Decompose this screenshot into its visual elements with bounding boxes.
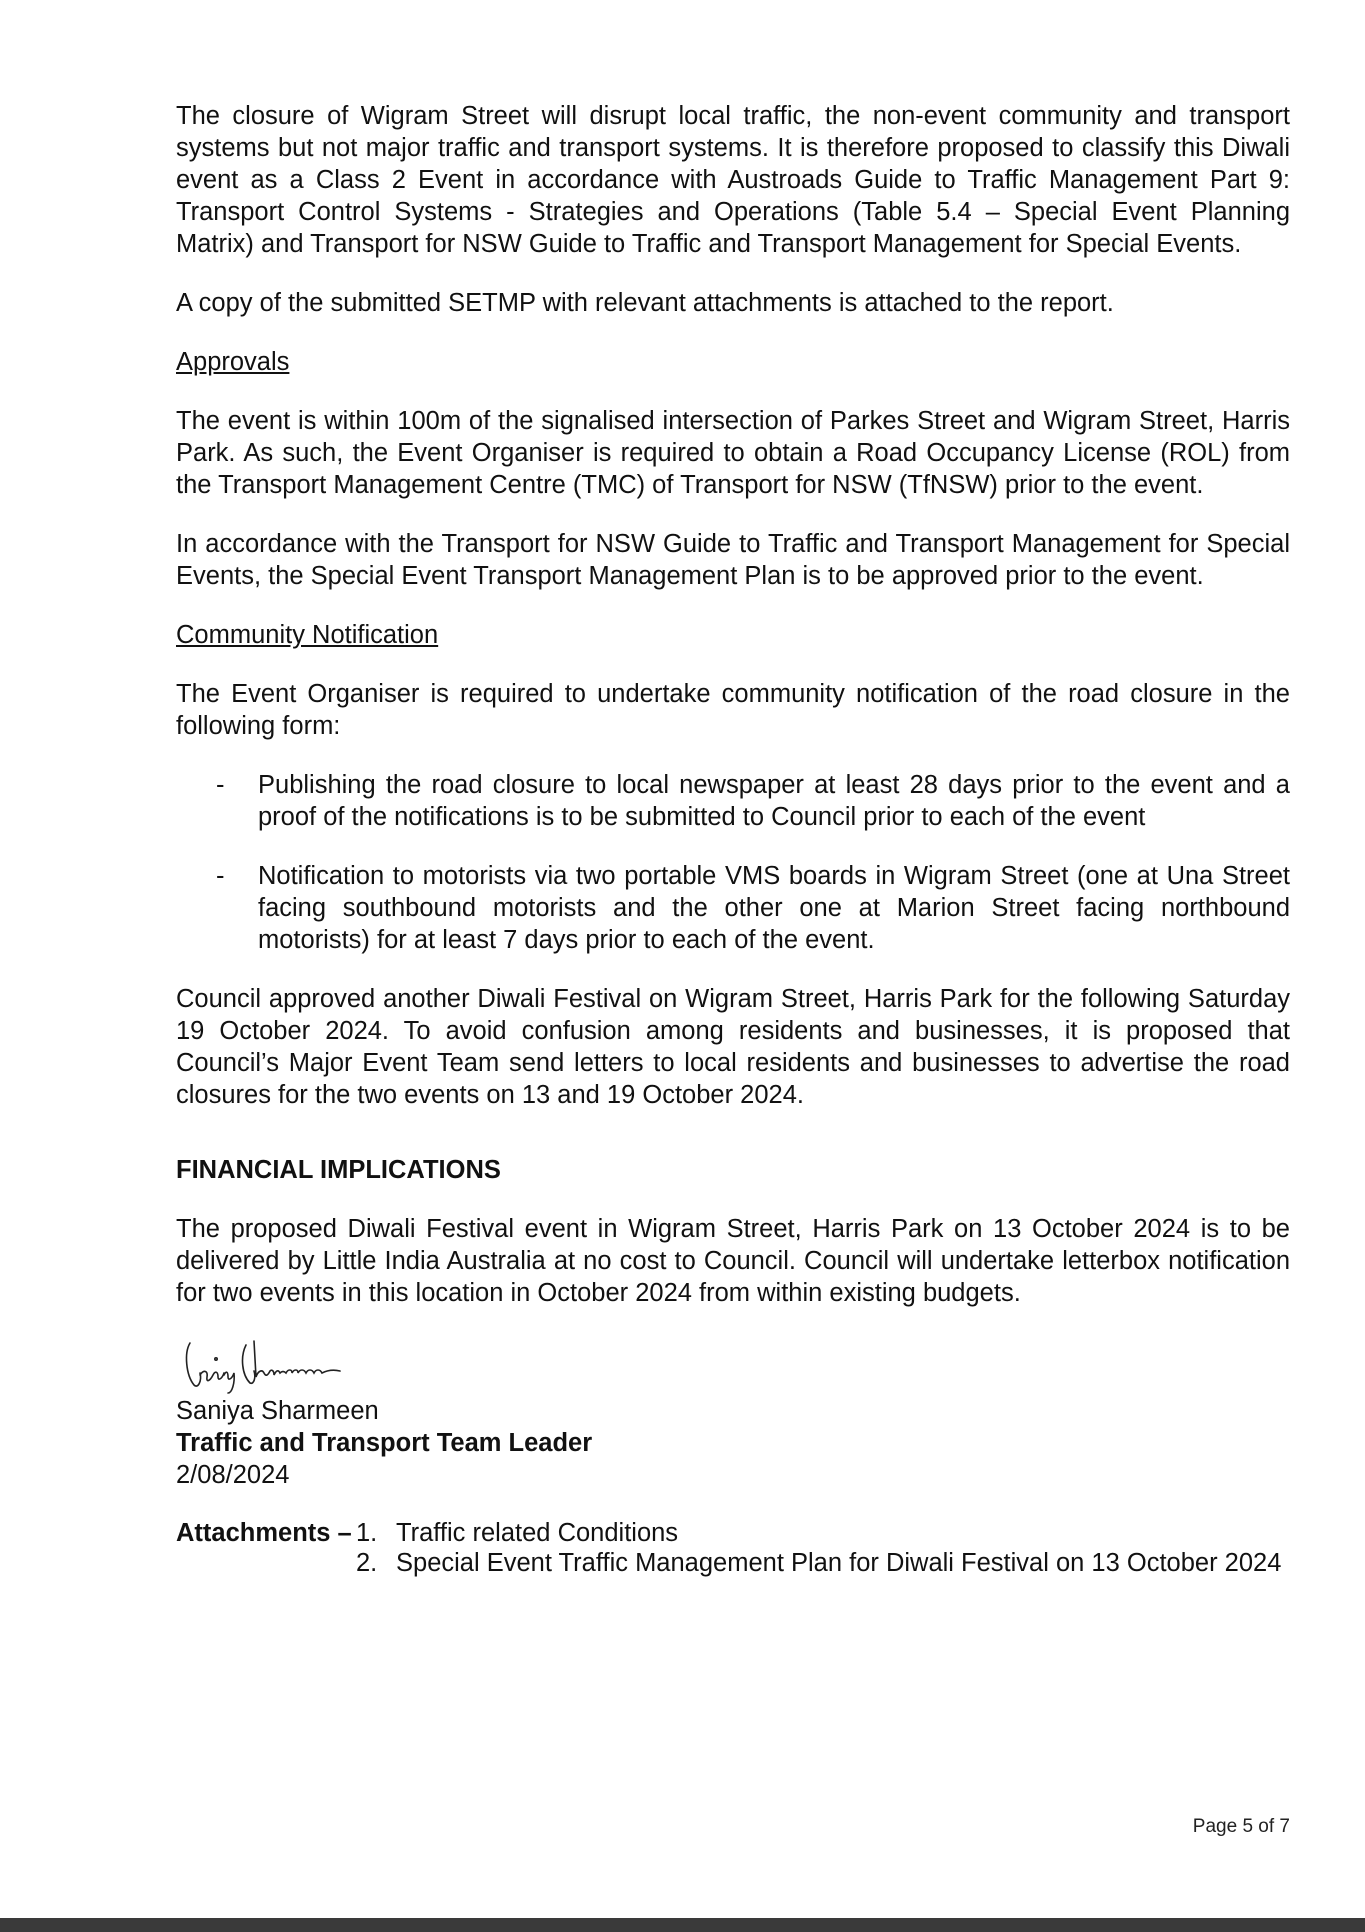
page-number: Page 5 of 7 xyxy=(1192,1816,1290,1837)
closure-paragraph: The closure of Wigram Street will disrupt local traffic, the non-event community and transport systems but not major traffic and transport systems. It is therefore proposed to classify this Diwali event as a Class 2 Event in accordance with Austroads Guide to Traffic Management Part 9: Transport Control Systems - Strategies and Operations (Table 5.4 – Special Event Planning Matrix) and Transport for NSW Guide to Traffic and Transport Management for Special Events. xyxy=(176,102,1290,258)
approvals-paragraph-1: The event is within 100m of the signalised intersection of Parkes Street and Wigram Street, Harris Park. As such, the Event Organiser is required to obtain a Road Occupancy License (ROL) from the Transport Management Centre (TMC) of Transport for NSW (TfNSW) prior to the event. xyxy=(176,407,1290,499)
attachment-row xyxy=(176,1518,1290,1548)
signature-date: 2/08/2024 xyxy=(176,1461,290,1489)
approvals-paragraph-2: In accordance with the Transport for NSW Guide to Traffic and Transport Management for Special Events, the Special Event Transport Management Plan is to be approved prior to the event. xyxy=(176,530,1290,590)
attachment-number: 1. xyxy=(356,1519,378,1547)
list-item-text: Publishing the road closure to local newspaper at least 28 days prior to the event and a proof of the notifications is to be submitted to Council prior to each of the event xyxy=(258,771,1290,831)
list-item xyxy=(176,769,1290,833)
bullet-dash: - xyxy=(216,862,225,890)
attachment-title: Special Event Traffic Management Plan for Diwali Festival on 13 October 2024 xyxy=(396,1549,1282,1577)
list-item xyxy=(176,860,1290,956)
bullet-dash: - xyxy=(216,771,225,799)
document-page xyxy=(176,100,1290,1578)
financial-paragraph: The proposed Diwali Festival event in Wigram Street, Harris Park on 13 October 2024 is to be delivered by Little India Australia at no cost to Council. Council will undertake letterbox notification for two events in this location in October 2024 from within existing budgets. xyxy=(176,1215,1290,1307)
copy-paragraph: A copy of the submitted SETMP with relevant attachments is attached to the report. xyxy=(176,289,1114,317)
attachment-number: 2. xyxy=(356,1549,378,1577)
attachments-label: Attachments – xyxy=(176,1519,352,1547)
attachment-row xyxy=(176,1548,1290,1578)
attachment-title: Traffic related Conditions xyxy=(396,1519,679,1547)
bottom-edge-bar xyxy=(0,1918,1365,1932)
notification-list xyxy=(176,769,1290,956)
signatory-name: Saniya Sharmeen xyxy=(176,1397,379,1425)
approvals-heading: Approvals xyxy=(176,348,290,376)
list-item-text: Notification to motorists via two portable VMS boards in Wigram Street (one at Una Street facing southbound motorists and the other one at Marion Street facing northbound motorists) for at least 7 days prior to each of the event. xyxy=(258,862,1290,954)
attachments-section xyxy=(176,1518,1290,1578)
handwritten-signature xyxy=(180,1335,400,1395)
financial-implications-heading: FINANCIAL IMPLICATIONS xyxy=(176,1156,501,1184)
signatory-title: Traffic and Transport Team Leader xyxy=(176,1429,593,1457)
community-notification-heading: Community Notification xyxy=(176,621,439,649)
council-paragraph: Council approved another Diwali Festival on Wigram Street, Harris Park for the following Saturday 19 October 2024. To avoid confusion among residents and businesses, it is proposed that Council’s Major Event Team send letters to local residents and businesses to advertise the road closures for the two events on 13 and 19 October 2024. xyxy=(176,985,1290,1109)
community-intro-paragraph: The Event Organiser is required to undertake community notification of the road closure in the following form: xyxy=(176,680,1290,740)
